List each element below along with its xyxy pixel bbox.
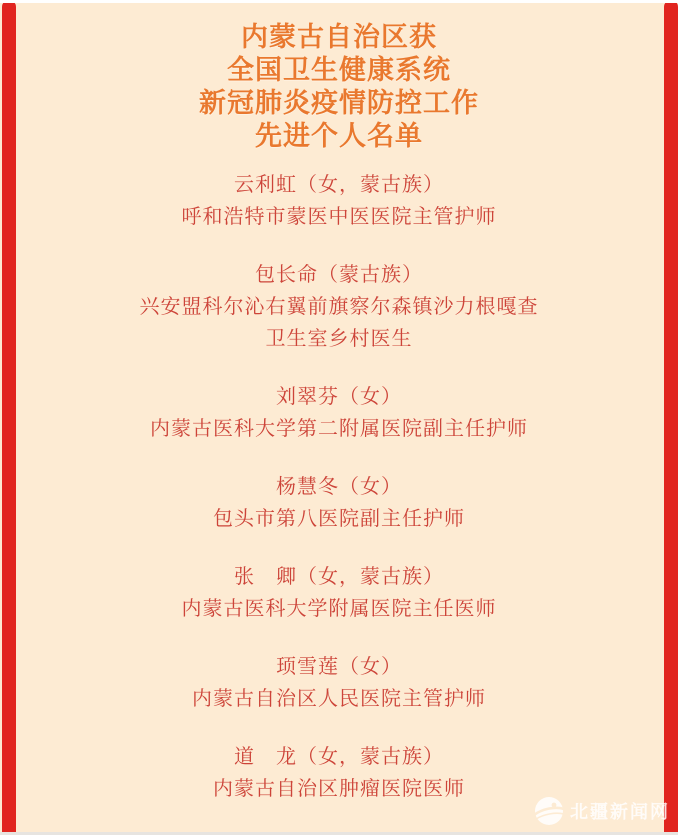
title-line-2: 全国卫生健康系统 <box>227 55 451 85</box>
awardee-name: 道 龙（女，蒙古族） <box>234 746 444 768</box>
top-white-strip <box>0 0 678 3</box>
awardee-entry <box>0 561 678 625</box>
awardee-entry <box>0 259 678 355</box>
awardee-affiliation: 包头市第八医院副主任护师 <box>213 508 465 530</box>
awardee-name: 包长命（蒙古族） <box>255 264 423 286</box>
awardee-affiliation: 卫生室乡村医生 <box>265 328 413 350</box>
title-line-1: 内蒙古自治区获 <box>241 22 437 52</box>
title-line-3: 新冠肺炎疫情防控工作 <box>199 88 479 118</box>
title-line-4: 先进个人名单 <box>255 121 423 151</box>
page-title <box>0 0 678 153</box>
awardee-name: 云利虹（女，蒙古族） <box>234 174 444 196</box>
awardee-affiliation: 内蒙古医科大学第二附属医院副主任护师 <box>150 418 528 440</box>
awardee-entry <box>0 169 678 233</box>
awardee-affiliation: 内蒙古自治区肿瘤医院医师 <box>213 778 465 800</box>
awardee-list <box>0 169 678 805</box>
awardee-affiliation: 内蒙古自治区人民医院主管护师 <box>192 688 486 710</box>
watermark <box>534 796 670 826</box>
awardee-affiliation: 内蒙古医科大学附属医院主任医师 <box>181 598 497 620</box>
awardee-name: 张 卿（女，蒙古族） <box>234 566 444 588</box>
right-red-bar <box>664 0 678 835</box>
awardee-name: 刘翠芬（女） <box>276 386 402 408</box>
watermark-text: 北疆新闻网 <box>570 802 670 822</box>
awardee-entry <box>0 651 678 715</box>
left-red-bar <box>2 0 16 835</box>
awardee-name: 顼雪莲（女） <box>276 656 402 678</box>
awardee-entry <box>0 381 678 445</box>
awardee-name: 杨慧冬（女） <box>276 476 402 498</box>
beijiang-news-logo-icon <box>534 796 564 826</box>
awardee-entry <box>0 471 678 535</box>
awardee-affiliation: 呼和浩特市蒙医中医医院主管护师 <box>181 206 497 228</box>
awardee-affiliation: 兴安盟科尔沁右翼前旗察尔森镇沙力根嘎查 <box>139 296 539 318</box>
